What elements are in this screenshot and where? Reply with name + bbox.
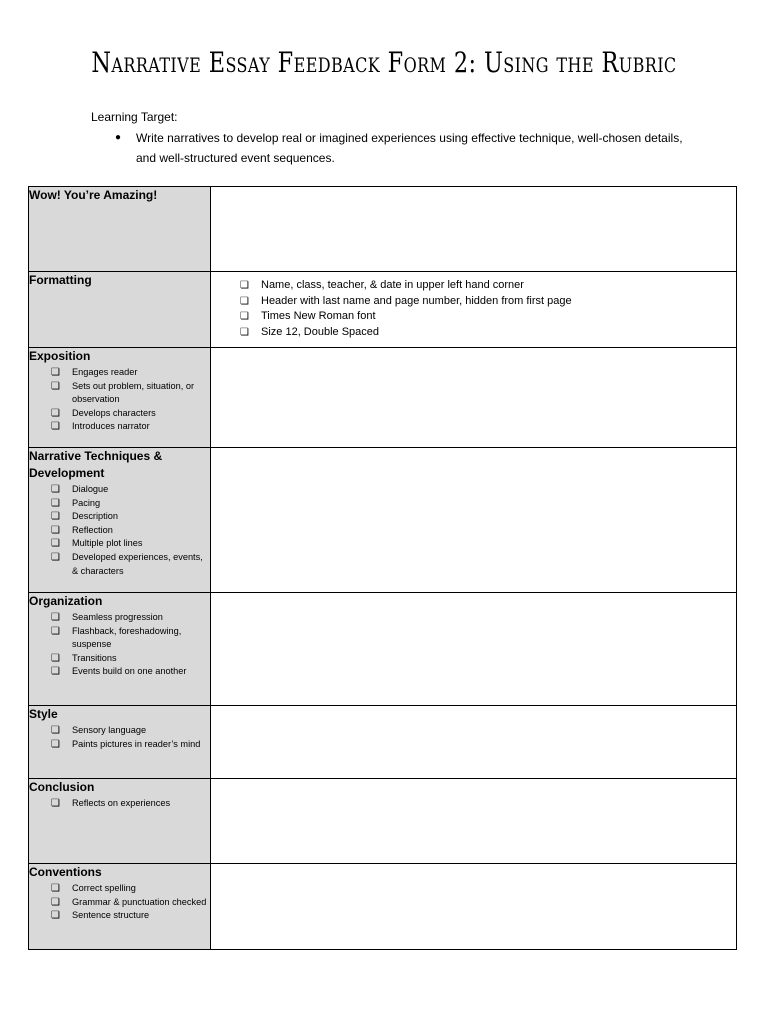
criteria-item xyxy=(51,366,210,380)
criteria-text: Pacing xyxy=(72,497,101,508)
checkbox-icon: ❏ xyxy=(51,524,60,536)
criteria-item xyxy=(51,896,210,910)
criteria-item xyxy=(51,380,210,407)
checkbox-icon: ❏ xyxy=(51,725,60,736)
criteria-item xyxy=(51,738,210,752)
criteria-item xyxy=(51,537,210,551)
category-cell xyxy=(29,272,211,348)
criteria-item xyxy=(51,551,210,578)
feedback-cell xyxy=(211,187,737,272)
criteria-item xyxy=(51,524,210,538)
bullet-icon: ● xyxy=(115,132,122,143)
category-title: Style xyxy=(29,707,58,721)
criteria-text: Grammar & punctuation checked xyxy=(72,896,207,907)
criteria-list xyxy=(29,611,210,679)
checkbox-icon: ❏ xyxy=(51,738,60,750)
page-title: Narrative Essay Feedback Form 2: Using the Rubric xyxy=(91,46,677,79)
formatting-text: Name, class, teacher, & date in upper left hand corner xyxy=(261,279,524,291)
checkbox-icon: ❏ xyxy=(51,612,60,623)
checkbox-icon: ❏ xyxy=(51,538,60,550)
criteria-item xyxy=(51,724,210,738)
criteria-list xyxy=(29,483,210,578)
criteria-text: Transitions xyxy=(72,652,117,663)
criteria-item xyxy=(51,665,210,679)
criteria-list xyxy=(29,724,210,751)
criteria-text: Correct spelling xyxy=(72,883,136,893)
criteria-text: Develops characters xyxy=(72,407,156,418)
learning-target-item xyxy=(110,128,700,168)
checkbox-icon: ❏ xyxy=(51,883,60,894)
category-cell xyxy=(29,706,211,779)
formatting-item xyxy=(240,309,736,325)
criteria-text: Reflection xyxy=(72,524,113,535)
checkbox-icon: ❏ xyxy=(51,497,60,509)
category-title: Narrative Techniques & Development xyxy=(29,449,163,480)
rubric-row xyxy=(29,448,737,593)
rubric-row xyxy=(29,348,737,448)
checkbox-icon: ❏ xyxy=(51,798,60,809)
checkbox-icon: ❏ xyxy=(240,295,249,307)
category-title: Wow! You’re Amazing! xyxy=(29,188,158,202)
formatting-item xyxy=(240,278,736,294)
criteria-list xyxy=(29,797,210,811)
rubric-row xyxy=(29,187,737,272)
feedback-cell xyxy=(211,348,737,448)
checkbox-icon: ❏ xyxy=(51,625,60,637)
criteria-item xyxy=(51,483,210,497)
criteria-item xyxy=(51,497,210,511)
checkbox-icon: ❏ xyxy=(51,407,60,419)
rubric-row xyxy=(29,593,737,706)
checkbox-icon: ❏ xyxy=(51,551,60,563)
feedback-cell xyxy=(211,706,737,779)
category-cell xyxy=(29,348,211,448)
rubric-row xyxy=(29,272,737,348)
rubric-row xyxy=(29,706,737,779)
checkbox-icon: ❏ xyxy=(51,380,60,392)
criteria-text: Dialogue xyxy=(72,484,109,494)
criteria-list xyxy=(29,366,210,434)
criteria-item xyxy=(51,510,210,524)
criteria-item xyxy=(51,909,210,923)
criteria-text: Seamless progression xyxy=(72,612,163,622)
criteria-item xyxy=(51,652,210,666)
feedback-cell xyxy=(211,448,737,593)
feedback-cell xyxy=(211,864,737,950)
formatting-item xyxy=(240,294,736,310)
criteria-item xyxy=(51,882,210,896)
criteria-item xyxy=(51,611,210,625)
formatting-item xyxy=(240,325,736,341)
checkbox-icon: ❏ xyxy=(240,280,249,291)
criteria-text: Flashback, foreshadowing, suspense xyxy=(72,625,182,650)
criteria-item xyxy=(51,407,210,421)
checkbox-icon: ❏ xyxy=(51,367,60,378)
checkbox-icon: ❏ xyxy=(51,910,60,922)
feedback-cell xyxy=(211,779,737,864)
formatting-text: Times New Roman font xyxy=(261,310,376,323)
criteria-text: Multiple plot lines xyxy=(72,538,143,549)
checkbox-icon: ❏ xyxy=(240,311,249,323)
formatting-text: Header with last name and page number, hidden from first page xyxy=(261,294,572,307)
criteria-item xyxy=(51,797,210,811)
criteria-list xyxy=(29,882,210,923)
criteria-text: Introduces narrator xyxy=(72,421,150,432)
rubric-row xyxy=(29,779,737,864)
formatting-checklist xyxy=(211,272,736,340)
criteria-item xyxy=(51,420,210,434)
checkbox-icon: ❏ xyxy=(51,484,60,495)
feedback-table xyxy=(28,186,737,950)
category-cell xyxy=(29,448,211,593)
checkbox-icon: ❏ xyxy=(240,326,249,338)
learning-target-label: Learning Target: xyxy=(91,110,178,124)
criteria-text: Developed experiences, events, & characters xyxy=(72,551,203,576)
learning-target-text: Write narratives to develop real or imagined experiences using effective technique, well-chosen details, and well-structured event sequences. xyxy=(136,131,683,165)
category-title: Exposition xyxy=(29,349,91,363)
criteria-item xyxy=(51,625,210,652)
feedback-cell xyxy=(211,593,737,706)
category-title: Conventions xyxy=(29,865,102,879)
criteria-text: Sensory language xyxy=(72,725,147,735)
rubric-row xyxy=(29,864,737,950)
criteria-text: Sets out problem, situation, or observation xyxy=(72,380,195,405)
feedback-cell xyxy=(211,272,737,348)
criteria-text: Sentence structure xyxy=(72,910,150,921)
category-title: Formatting xyxy=(29,273,92,287)
category-title: Conclusion xyxy=(29,780,95,794)
criteria-text: Description xyxy=(72,511,118,522)
checkbox-icon: ❏ xyxy=(51,421,60,433)
criteria-text: Engages reader xyxy=(72,367,138,377)
criteria-text: Reflects on experiences xyxy=(72,798,171,808)
category-cell xyxy=(29,779,211,864)
criteria-text: Paints pictures in reader’s mind xyxy=(72,738,201,749)
formatting-text: Size 12, Double Spaced xyxy=(261,325,380,338)
learning-target-list xyxy=(110,128,700,168)
checkbox-icon: ❏ xyxy=(51,896,60,908)
checkbox-icon: ❏ xyxy=(51,511,60,523)
category-cell xyxy=(29,187,211,272)
category-title: Organization xyxy=(29,594,103,608)
category-cell xyxy=(29,593,211,706)
checkbox-icon: ❏ xyxy=(51,666,60,678)
criteria-text: Events build on one another xyxy=(72,666,187,677)
checkbox-icon: ❏ xyxy=(51,652,60,664)
category-cell xyxy=(29,864,211,950)
